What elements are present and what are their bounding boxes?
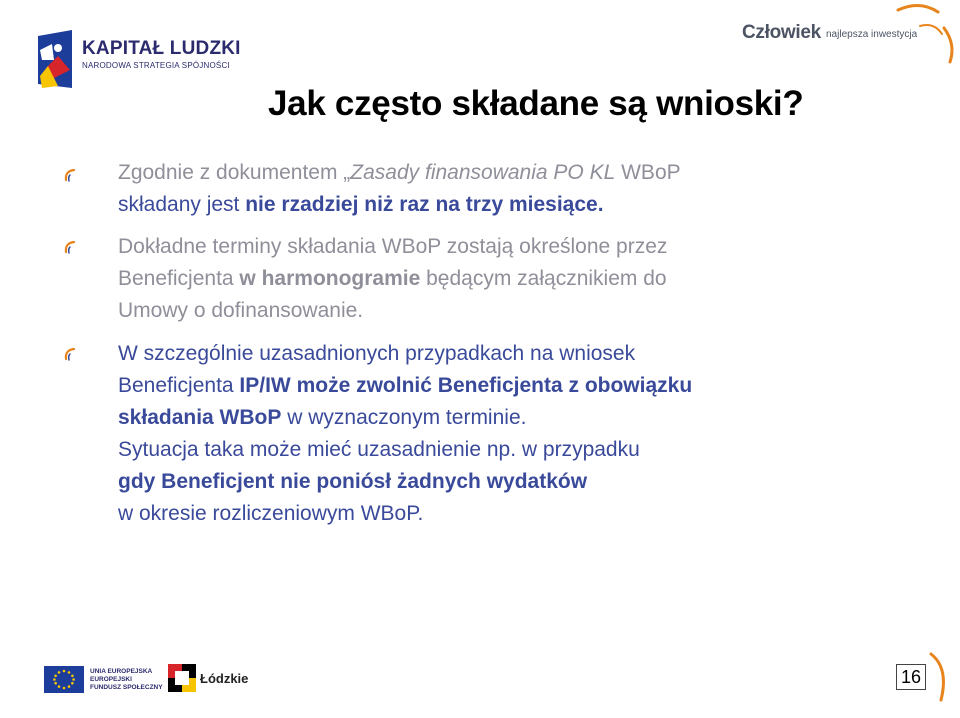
orange-arcs-icon <box>880 0 960 72</box>
bullet-3-line-3 <box>118 402 692 434</box>
text-segment: W szczególnie uzasadnionych przypadkach na wniosek <box>118 342 636 365</box>
bullet-swoosh-icon <box>62 346 78 362</box>
bullet-1 <box>118 157 681 221</box>
text-segment-bold: nie rzadziej niż raz na trzy miesiące. <box>245 193 604 216</box>
bullet-2 <box>118 231 667 327</box>
text-segment: Umowy o dofinansowanie. <box>118 299 364 322</box>
bullet-1-line-2 <box>118 189 681 221</box>
bullet-3-line-1 <box>118 338 692 370</box>
czlowiek-slogan: najlepsza inwestycja <box>826 29 918 40</box>
text-segment-bold: w harmonogramie <box>239 267 421 290</box>
bullet-3-line-6 <box>118 498 692 530</box>
text-segment: Beneficjenta <box>118 267 240 290</box>
text-segment-bold: gdy Beneficjent nie poniósł żadnych wydatków <box>118 470 588 493</box>
bullet-swoosh-icon <box>62 167 78 183</box>
text-segment-bold: IP/IW może zwolnić Beneficjenta z obowiązku <box>239 374 693 397</box>
bullet-2-line-3 <box>118 295 667 327</box>
bullet-3 <box>118 338 692 530</box>
text-segment: Zgodnie z dokumentem „ <box>118 161 351 184</box>
bullet-1-line-1 <box>118 157 681 189</box>
bullet-2-line-2 <box>118 263 667 295</box>
kapital-ludzki-subtitle: NARODOWA STRATEGIA SPÓJNOŚCI <box>82 61 230 70</box>
bullet-3-line-5 <box>118 466 692 498</box>
lodzkie-region-name: Łódzkie <box>200 671 249 686</box>
text-segment: w wyznaczonym terminie. <box>281 406 527 429</box>
text-segment: składany jest <box>118 193 246 216</box>
text-segment: Beneficjenta <box>118 374 240 397</box>
eu-fund-text: UNIA EUROPEJSKA EUROPEJSKI FUNDUSZ SPOŁECZNY <box>90 668 163 691</box>
kapital-ludzki-name: KAPITAŁ LUDZKI <box>82 38 241 59</box>
text-segment-bold: składania WBoP <box>118 406 282 429</box>
text-segment: Sytuacja taka może mieć uzasadnienie np. w przypadku <box>118 438 640 461</box>
bullet-3-line-4 <box>118 434 692 466</box>
text-segment: w okresie rozliczeniowym WBoP. <box>118 502 424 525</box>
eu-flag-icon <box>44 666 84 693</box>
text-segment: Dokładne terminy składania WBoP zostają określone przez <box>118 235 668 258</box>
bullet-3-line-2 <box>118 370 692 402</box>
czlowiek-brand: Człowiek <box>742 22 821 43</box>
bullet-2-line-1 <box>118 231 667 263</box>
lodzkie-logo-icon <box>168 664 196 692</box>
document-title: Zasady finansowania PO KL <box>350 161 616 184</box>
slide-title: Jak często składane są wnioski? <box>268 84 804 123</box>
page-number: 16 <box>896 664 926 690</box>
bullet-swoosh-icon <box>62 239 78 255</box>
text-segment: WBoP <box>615 161 681 184</box>
text-segment: będącym załącznikiem do <box>420 267 667 290</box>
